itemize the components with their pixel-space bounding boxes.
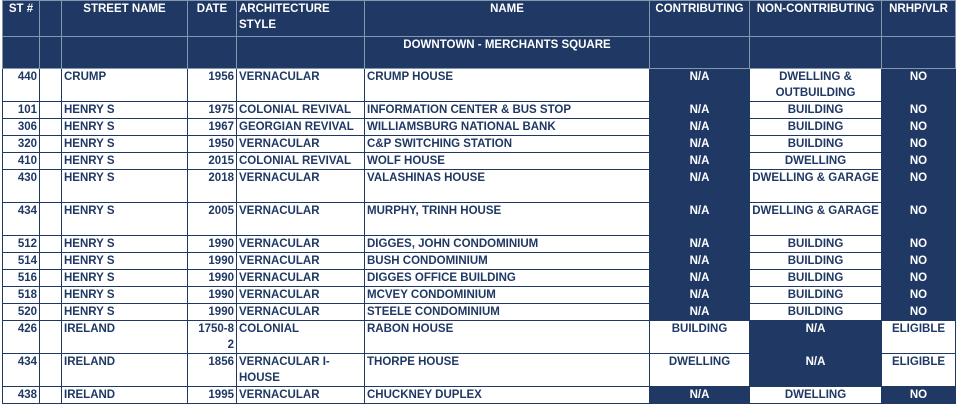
cell-st-number: 434 bbox=[3, 354, 40, 387]
cell-blank bbox=[40, 321, 62, 354]
cell-name: INFORMATION CENTER & BUS STOP bbox=[365, 102, 650, 119]
cell-st-number: 512 bbox=[3, 236, 40, 253]
table-row bbox=[3, 236, 956, 253]
cell-st-number: 320 bbox=[3, 136, 40, 153]
cell-blank bbox=[40, 354, 62, 387]
cell-non-contributing: BUILDING bbox=[750, 102, 882, 119]
table-row bbox=[3, 287, 956, 304]
cell-nrhp-vlr: NO bbox=[882, 119, 956, 136]
cell-non-contributing: BUILDING bbox=[750, 270, 882, 287]
cell-architecture-style: VERNACULAR bbox=[237, 387, 365, 404]
cell-blank bbox=[40, 119, 62, 136]
cell-nrhp-vlr: NO bbox=[882, 287, 956, 304]
cell-date: 1995 bbox=[188, 387, 237, 404]
cell-nrhp-vlr: NO bbox=[882, 304, 956, 321]
cell-nrhp-vlr: NO bbox=[882, 170, 956, 203]
cell-nrhp-vlr: NO bbox=[882, 153, 956, 170]
cell-name: WILLIAMSBURG NATIONAL BANK bbox=[365, 119, 650, 136]
table-row bbox=[3, 253, 956, 270]
cell-st-number: 101 bbox=[3, 102, 40, 119]
table-row bbox=[3, 119, 956, 136]
cell-date: 1750-8 2 bbox=[188, 321, 237, 354]
cell-street-name: HENRY S bbox=[62, 136, 188, 153]
header-architecture-style: ARCHITECTURE STYLE bbox=[237, 1, 365, 37]
cell-blank bbox=[40, 304, 62, 321]
cell-date: 1950 bbox=[188, 136, 237, 153]
cell-contributing: N/A bbox=[650, 203, 750, 236]
section-cell-street bbox=[62, 37, 188, 69]
header-contributing: CONTRIBUTING bbox=[650, 1, 750, 37]
cell-nrhp-vlr: NO bbox=[882, 253, 956, 270]
cell-nrhp-vlr: NO bbox=[882, 203, 956, 236]
cell-non-contributing: BUILDING bbox=[750, 119, 882, 136]
cell-architecture-style: COLONIAL REVIVAL bbox=[237, 102, 365, 119]
section-cell-date bbox=[188, 37, 237, 69]
header-st: ST # bbox=[3, 1, 40, 37]
cell-nrhp-vlr: ELIGIBLE bbox=[882, 321, 956, 354]
cell-non-contributing: BUILDING bbox=[750, 136, 882, 153]
cell-architecture-style: VERNACULAR I-HOUSE bbox=[237, 354, 365, 387]
cell-name: THORPE HOUSE bbox=[365, 354, 650, 387]
cell-contributing: N/A bbox=[650, 270, 750, 287]
cell-name: VALASHINAS HOUSE bbox=[365, 170, 650, 203]
table-row bbox=[3, 102, 956, 119]
cell-name: RABON HOUSE bbox=[365, 321, 650, 354]
cell-st-number: 430 bbox=[3, 170, 40, 203]
cell-non-contributing: N/A bbox=[750, 321, 882, 354]
table-row bbox=[3, 203, 956, 236]
cell-architecture-style: VERNACULAR bbox=[237, 203, 365, 236]
cell-architecture-style: VERNACULAR bbox=[237, 136, 365, 153]
cell-contributing: N/A bbox=[650, 69, 750, 102]
cell-nrhp-vlr: ELIGIBLE bbox=[882, 354, 956, 387]
cell-st-number: 410 bbox=[3, 153, 40, 170]
table-row bbox=[3, 153, 956, 170]
cell-street-name: HENRY S bbox=[62, 102, 188, 119]
cell-contributing: N/A bbox=[650, 170, 750, 203]
cell-street-name: HENRY S bbox=[62, 253, 188, 270]
cell-name: C&P SWITCHING STATION bbox=[365, 136, 650, 153]
table-row bbox=[3, 170, 956, 203]
cell-architecture-style: COLONIAL bbox=[237, 321, 365, 354]
section-title: DOWNTOWN - MERCHANTS SQUARE bbox=[365, 37, 650, 69]
cell-non-contributing: N/A bbox=[750, 354, 882, 387]
header-name: NAME bbox=[365, 1, 650, 37]
cell-street-name: IRELAND bbox=[62, 354, 188, 387]
cell-blank bbox=[40, 153, 62, 170]
cell-non-contributing: DWELLING & GARAGE bbox=[750, 203, 882, 236]
cell-st-number: 438 bbox=[3, 387, 40, 404]
cell-architecture-style: VERNACULAR bbox=[237, 287, 365, 304]
cell-contributing: N/A bbox=[650, 287, 750, 304]
cell-name: CHUCKNEY DUPLEX bbox=[365, 387, 650, 404]
table-row bbox=[3, 270, 956, 287]
cell-non-contributing: BUILDING bbox=[750, 304, 882, 321]
cell-date: 1990 bbox=[188, 236, 237, 253]
cell-contributing: N/A bbox=[650, 153, 750, 170]
cell-blank bbox=[40, 236, 62, 253]
cell-street-name: HENRY S bbox=[62, 304, 188, 321]
table-row bbox=[3, 354, 956, 387]
cell-nrhp-vlr: NO bbox=[882, 270, 956, 287]
cell-blank bbox=[40, 203, 62, 236]
cell-date: 1990 bbox=[188, 270, 237, 287]
cell-contributing: N/A bbox=[650, 387, 750, 404]
cell-name: DIGGES, JOHN CONDOMINIUM bbox=[365, 236, 650, 253]
cell-st-number: 434 bbox=[3, 203, 40, 236]
section-cell-nrhp bbox=[882, 37, 956, 69]
table-row bbox=[3, 321, 956, 354]
cell-non-contributing: BUILDING bbox=[750, 253, 882, 270]
cell-street-name: HENRY S bbox=[62, 170, 188, 203]
cell-st-number: 518 bbox=[3, 287, 40, 304]
cell-street-name: HENRY S bbox=[62, 153, 188, 170]
cell-street-name: HENRY S bbox=[62, 236, 188, 253]
cell-contributing: N/A bbox=[650, 102, 750, 119]
cell-architecture-style: VERNACULAR bbox=[237, 170, 365, 203]
cell-blank bbox=[40, 69, 62, 102]
section-cell-contrib bbox=[650, 37, 750, 69]
header-row bbox=[3, 1, 956, 37]
cell-nrhp-vlr: NO bbox=[882, 387, 956, 404]
cell-architecture-style: VERNACULAR bbox=[237, 253, 365, 270]
section-cell-style bbox=[237, 37, 365, 69]
cell-architecture-style: VERNACULAR bbox=[237, 304, 365, 321]
header-street-name: STREET NAME bbox=[62, 1, 188, 37]
cell-st-number: 440 bbox=[3, 69, 40, 102]
cell-architecture-style: VERNACULAR bbox=[237, 236, 365, 253]
cell-street-name: HENRY S bbox=[62, 119, 188, 136]
cell-street-name: HENRY S bbox=[62, 203, 188, 236]
cell-st-number: 516 bbox=[3, 270, 40, 287]
cell-name: MCVEY CONDOMINIUM bbox=[365, 287, 650, 304]
cell-non-contributing: BUILDING bbox=[750, 236, 882, 253]
cell-name: CRUMP HOUSE bbox=[365, 69, 650, 102]
cell-architecture-style: VERNACULAR bbox=[237, 270, 365, 287]
table-row bbox=[3, 69, 956, 102]
cell-contributing: N/A bbox=[650, 119, 750, 136]
cell-st-number: 520 bbox=[3, 304, 40, 321]
section-cell-blank bbox=[40, 37, 62, 69]
cell-contributing: N/A bbox=[650, 136, 750, 153]
cell-non-contributing: DWELLING bbox=[750, 153, 882, 170]
cell-name: WOLF HOUSE bbox=[365, 153, 650, 170]
cell-date: 2015 bbox=[188, 153, 237, 170]
cell-st-number: 514 bbox=[3, 253, 40, 270]
cell-date: 2005 bbox=[188, 203, 237, 236]
cell-nrhp-vlr: NO bbox=[882, 136, 956, 153]
cell-blank bbox=[40, 102, 62, 119]
header-date: DATE bbox=[188, 1, 237, 37]
cell-blank bbox=[40, 253, 62, 270]
cell-date: 1990 bbox=[188, 287, 237, 304]
cell-contributing: DWELLING bbox=[650, 354, 750, 387]
cell-street-name: IRELAND bbox=[62, 387, 188, 404]
cell-st-number: 306 bbox=[3, 119, 40, 136]
table-body bbox=[3, 69, 956, 404]
section-row bbox=[3, 37, 956, 69]
cell-blank bbox=[40, 287, 62, 304]
header-blank bbox=[40, 1, 62, 37]
cell-blank bbox=[40, 136, 62, 153]
cell-street-name: CRUMP bbox=[62, 69, 188, 102]
cell-non-contributing: DWELLING bbox=[750, 387, 882, 404]
cell-contributing: N/A bbox=[650, 253, 750, 270]
cell-non-contributing: DWELLING & OUTBUILDING bbox=[750, 69, 882, 102]
cell-contributing: N/A bbox=[650, 304, 750, 321]
cell-date: 1856 bbox=[188, 354, 237, 387]
cell-date: 1990 bbox=[188, 304, 237, 321]
cell-blank bbox=[40, 387, 62, 404]
property-table bbox=[2, 0, 956, 404]
cell-contributing: BUILDING bbox=[650, 321, 750, 354]
cell-street-name: HENRY S bbox=[62, 287, 188, 304]
table-container bbox=[2, 0, 956, 404]
table-row bbox=[3, 304, 956, 321]
cell-street-name: IRELAND bbox=[62, 321, 188, 354]
cell-name: BUSH CONDOMINIUM bbox=[365, 253, 650, 270]
cell-nrhp-vlr: NO bbox=[882, 69, 956, 102]
cell-date: 1990 bbox=[188, 253, 237, 270]
cell-contributing: N/A bbox=[650, 236, 750, 253]
cell-nrhp-vlr: NO bbox=[882, 236, 956, 253]
cell-street-name: HENRY S bbox=[62, 270, 188, 287]
cell-name: MURPHY, TRINH HOUSE bbox=[365, 203, 650, 236]
cell-architecture-style: GEORGIAN REVIVAL bbox=[237, 119, 365, 136]
cell-name: DIGGES OFFICE BUILDING bbox=[365, 270, 650, 287]
cell-blank bbox=[40, 270, 62, 287]
table-row bbox=[3, 136, 956, 153]
header-non-contributing: NON-CONTRIBUTING bbox=[750, 1, 882, 37]
cell-date: 1975 bbox=[188, 102, 237, 119]
cell-nrhp-vlr: NO bbox=[882, 102, 956, 119]
header-nrhp-vlr: NRHP/VLR bbox=[882, 1, 956, 37]
cell-date: 1967 bbox=[188, 119, 237, 136]
cell-non-contributing: BUILDING bbox=[750, 287, 882, 304]
table-row bbox=[3, 387, 956, 404]
section-cell-st bbox=[3, 37, 40, 69]
cell-non-contributing: DWELLING & GARAGE bbox=[750, 170, 882, 203]
cell-name: STEELE CONDOMINIUM bbox=[365, 304, 650, 321]
section-cell-noncontrib bbox=[750, 37, 882, 69]
cell-st-number: 426 bbox=[3, 321, 40, 354]
cell-date: 2018 bbox=[188, 170, 237, 203]
cell-blank bbox=[40, 170, 62, 203]
cell-architecture-style: COLONIAL REVIVAL bbox=[237, 153, 365, 170]
cell-date: 1956 bbox=[188, 69, 237, 102]
cell-architecture-style: VERNACULAR bbox=[237, 69, 365, 102]
